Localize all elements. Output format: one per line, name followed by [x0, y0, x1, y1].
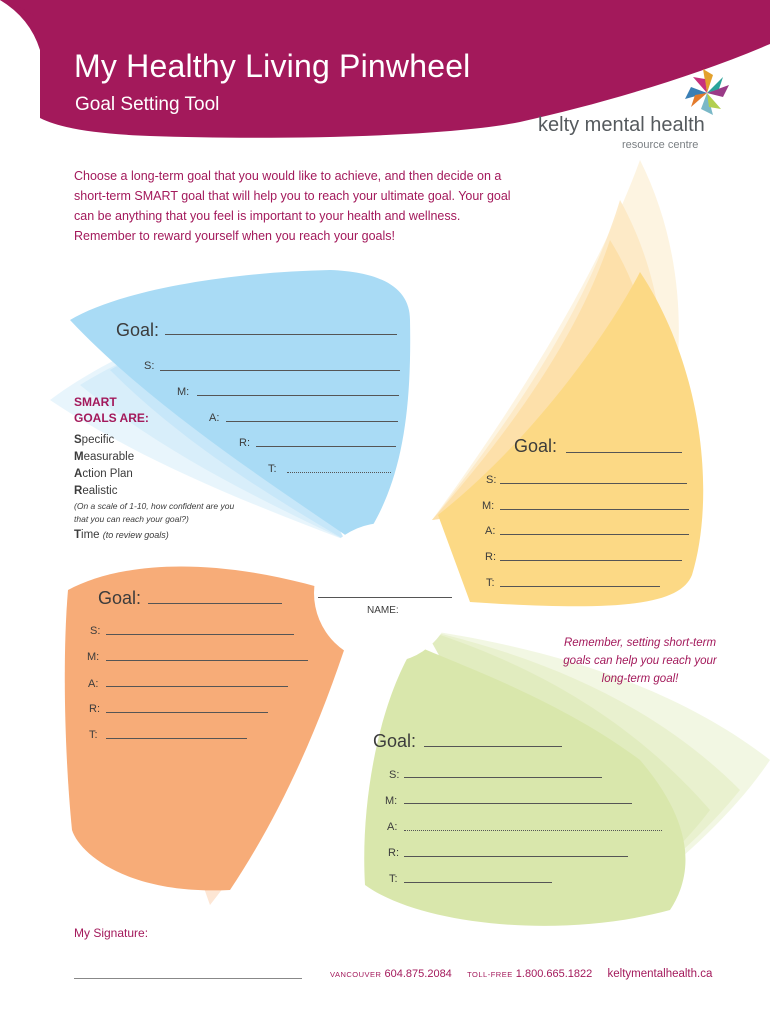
kelty-logo-icon: [685, 69, 729, 115]
orange-m-field[interactable]: [106, 660, 308, 661]
orange-a-label: A:: [88, 678, 99, 690]
green-r-field[interactable]: [404, 856, 628, 857]
orange-goal-field[interactable]: [148, 603, 282, 604]
green-goal-label: Goal:: [373, 731, 417, 751]
orange-r-field[interactable]: [106, 712, 268, 713]
yellow-a-label: A:: [485, 525, 496, 537]
signature-label: My Signature:: [74, 926, 149, 940]
yellow-s-field[interactable]: [500, 483, 687, 484]
yellow-t-label: T:: [486, 577, 495, 589]
orange-a-field[interactable]: [106, 686, 288, 687]
yellow-r-label: R:: [485, 551, 496, 563]
blue-t-field[interactable]: [287, 472, 391, 473]
blue-r-field[interactable]: [256, 446, 396, 447]
realistic-note: (On a scale of 1-10, how confident are you that you can reach your goal?): [74, 501, 235, 524]
green-a-label: A:: [387, 821, 398, 833]
yellow-t-field[interactable]: [500, 586, 660, 587]
green-a-field[interactable]: [404, 830, 662, 831]
blue-a-label: A:: [209, 412, 220, 424]
tollfree-label: TOLL-FREE: [467, 970, 513, 979]
org-name: kelty mental health: [538, 114, 705, 136]
yellow-s-label: S:: [486, 474, 497, 486]
blue-a-field[interactable]: [226, 421, 398, 422]
orange-t-label: T:: [89, 729, 98, 741]
tollfree-phone: 1.800.665.1822: [515, 968, 593, 980]
orange-t-field[interactable]: [106, 738, 247, 739]
green-s-label: S:: [389, 769, 400, 781]
blue-goal-field[interactable]: [165, 334, 397, 335]
name-field[interactable]: [318, 597, 452, 598]
green-s-field[interactable]: [404, 777, 602, 778]
org-sub: resource centre: [622, 139, 699, 151]
blue-m-label: M:: [177, 386, 190, 398]
smart-heading: SMART GOALS ARE:: [74, 395, 149, 425]
smart-item-time: Time (to review goals): [74, 529, 169, 541]
smart-item-action-plan: Action Plan: [74, 468, 133, 480]
blue-goal-label: Goal:: [116, 320, 160, 340]
vancouver-label: VANCOUVER: [330, 970, 382, 979]
website-link[interactable]: keltymentalhealth.ca: [607, 968, 713, 980]
blue-s-field[interactable]: [160, 370, 400, 371]
green-m-label: M:: [385, 795, 398, 807]
page-title: My Healthy Living Pinwheel: [74, 48, 471, 84]
green-t-field[interactable]: [404, 882, 552, 883]
blue-t-label: T:: [268, 463, 277, 475]
center-circle: [314, 523, 454, 663]
page-subtitle: Goal Setting Tool: [75, 94, 220, 115]
blue-r-label: R:: [239, 437, 250, 449]
yellow-goal-label: Goal:: [514, 436, 558, 456]
remember-note: Remember, setting short-term goals can help you reach your long-term goal!: [563, 637, 717, 685]
yellow-r-field[interactable]: [500, 560, 682, 561]
smart-item-realistic: Realistic: [74, 485, 118, 497]
green-goal-field[interactable]: [424, 746, 562, 747]
orange-s-field[interactable]: [106, 634, 294, 635]
name-label: NAME:: [367, 605, 399, 616]
yellow-m-field[interactable]: [500, 509, 689, 510]
smart-list: [74, 432, 134, 500]
yellow-a-field[interactable]: [500, 534, 689, 535]
intro-text: Choose a long-term goal that you would like to achieve, and then decide on a short-term SMART goal that will help you to reach your ultimate goal. Your goal can be anything that you feel is important to your health and wellness. Remember to reward yourself when you reach your goals!: [74, 169, 511, 243]
orange-petal: [65, 567, 360, 891]
orange-s-label: S:: [90, 625, 101, 637]
blue-m-field[interactable]: [197, 395, 399, 396]
signature-field[interactable]: [74, 978, 302, 979]
blue-s-label: S:: [144, 360, 155, 372]
smart-item-measurable: Measurable: [74, 451, 135, 463]
green-t-label: T:: [389, 873, 398, 885]
smart-item-specific: Specific: [74, 434, 115, 446]
green-r-label: R:: [388, 847, 399, 859]
footer-contact: [330, 968, 712, 980]
yellow-m-label: M:: [482, 500, 495, 512]
orange-r-label: R:: [89, 703, 100, 715]
yellow-goal-field[interactable]: [566, 452, 682, 453]
vancouver-phone: 604.875.2084: [384, 968, 452, 980]
green-m-field[interactable]: [404, 803, 632, 804]
orange-m-label: M:: [87, 651, 100, 663]
orange-goal-label: Goal:: [98, 588, 142, 608]
